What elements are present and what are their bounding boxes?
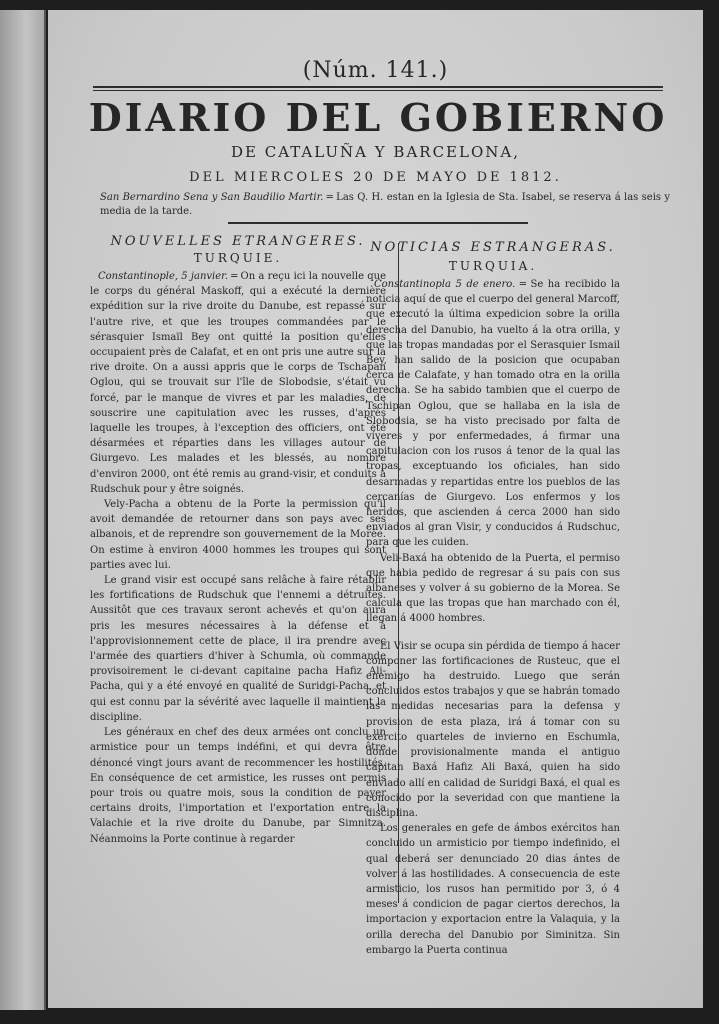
issue-number: (Núm. 141.) bbox=[302, 58, 449, 83]
spanish-paragraph-4: Los generales en gefe de ámbos exércitos han concluido un armisticio por tiempo indefinido, el qual deberá ser denunciado 20 dias ántes de volver á las hostilidades. A consecuencia de este armisticio, los rusos han permitido por 3, ó 4 meses á condicion de pagar ciertos derechos, la importacion y exportacion entre la Valaquia, y la orilla derecha del Danubio por Siminitza. Sin embargo la Puerta continua bbox=[366, 823, 620, 956]
saints-of-the-day: San Bernardino Sena y San Baudilio Martir. ═ Las Q. H. estan en la Iglesia de Sta. Isabel, se reserva á las seis y media de la tarde. bbox=[100, 192, 671, 217]
header-divider bbox=[228, 222, 528, 224]
french-paragraph-4: Les généraux en chef des deux armées ont conclu un armistice pour un temps indéfini, et qui devra être dénoncé vingt jours avant de recommencer les hostilités. En conséquence de cet armistice, les russes ont permis pour trois ou quatre mois, sous la condition de payer certains droits, l'importation et l'exportation entre la Valachie et la rive droite du Danube, par Simnitza. Néanmoins la Porte continue à regarder bbox=[90, 727, 386, 845]
spanish-paragraph-1: Se ha recibido la noticia aquí de que el cuerpo del general Marcoff, que executó la última expedicion sobre la orilla derecha del Danubio, ha vuelto á la otra orilla, y que las tropas mandadas por el Serasquier Ismail Bey, han salido de la posicion que ocupaban cerca de Calafate, y han tomado otra en la orilla derecha. Se ha sabido tambien que el cuerpo de Tschipan Oglou, que se hallaba en la isla de Slobodsia, se ha visto precisado por falta de víveres y por enfermedades, á firmar una capitulacion con los rusos á tenor de la qual las tropas, exceptuando los oficiales, han sido desarmadas y repartidas entre los pueblos de las cercanías de Giurgevo. Los enfermos y los heridos, que ascienden á cerca 2000 han sido enviados al gran Visir, y conducidos á Rudschuc, para que les cuiden. bbox=[366, 279, 621, 549]
spanish-paragraph-3: El Visir se ocupa sin pérdida de tiempo á hacer componer las fortificaciones de Rusteuc, que el enemigo ha destruido. Luego que serán concluidos estos trabajos y que se habrán tomado las medidas necesarias para la defensa y provision de esta plaza, irá á tomar con su exército quarteles de invierno en Eschumla, donde provisionalmente manda el antiguo capitan Baxá Hafiz Ali Baxá, quien ha sido enviado allí en calidad de Suridgi Baxá, el qual es conocido por la severidad con que mantiene la disciplina. bbox=[366, 640, 620, 819]
masthead-rule-top bbox=[93, 86, 663, 88]
saints-names: San Bernardino Sena y San Baudilio Martir. bbox=[100, 192, 324, 203]
french-paragraph-2: Vely-Pacha a obtenu de la Porte la permission qu'il avoit demandée de retourner dans son pays avec ses albanois, et de reprendre son gouvernement de la Morée. On estime à environ 4000 hommes les troupes qui sont parties avec lui. bbox=[90, 499, 386, 571]
spanish-paragraph-2: Veli-Baxá ha obtenido de la Puerta, el permiso que habia pedido de regresar á su pais con sus albaneses y volver á su gobierno de la Morea. Se calcula que las tropas que han marchado con él, llegan á 4000 hombres. bbox=[366, 552, 620, 625]
masthead-rule-top-thin bbox=[93, 90, 663, 91]
french-dateline: Constantinople, 5 janvier. bbox=[98, 271, 229, 282]
issue-date: DEL MIERCOLES 20 DE MAYO DE 1812. bbox=[189, 170, 562, 185]
french-paragraph-1: On a reçu ici la nouvelle que le corps du général Maskoff, qui a exécuté la dernière expédition sur la rive droite du Danube, est repassé sur l'autre rive, et que les troupes commandées par le sérasquier Ismaïl Bey ont quitté la position qu'elles occupaient près de Calafat, et en ont pris une autre sur la rive droite. On a aussi appris que le corps de Tschapan Oglou, qui se trouvait sur l'île de Slobodsie, s'était vu forcé, par le manque de vivres et par les maladies, de souscrire une capitulation avec les russes, d'après laquelle les troupes, à l'exception des officiers, ont été désarmées et réparties dans les villages autour de Giurgevo. Les malades et les blessés, au nombre d'environ 2000, ont été remis au grand-visir, et conduits à Rudschuk pour y être soignés. bbox=[90, 271, 386, 495]
spanish-heading: NOTICIAS ESTRANGERAS. bbox=[370, 240, 616, 255]
spanish-dateline: Constantinopla 5 de enero. bbox=[374, 279, 516, 290]
spanish-body: Constantinopla 5 de enero. ═ Se ha recibido la noticia aquí de que el cuerpo del general Marcoff, que executó la última expedicion sobre la orilla derecha del Danubio, ha vuelto á la otra orilla, y que las tropas mandadas por el Serasquier Ismail Bey, han salido de la posicion que ocupaban cerca de Calafate, y han tomado otra en la orilla derecha. Se ha sabido tambien que el cuerpo de Tschipan Oglou, que se hallaba en la isla de Slobodsia, se ha visto precisado por falta de víveres y por enfermedades, á firmar una capitulacion con los rusos á tenor de la qual las tropas, exceptuando los oficiales, han sido desarmadas y repartidas entre los pueblos de las cercanías de Giurgevo. Los enfermos y los heridos, que ascienden á cerca 2000 han sido enviados al gran Visir, y conducidos á Rudschuc, para que les cuiden. Veli-Baxá ha obtenido de la Puerta, el permiso que habia pedido de regresar á su pais con sus albaneses y volver á su gobierno de la Morea. Se calcula que las tropas que han marchado con él, llegan á 4000 hombres. El Visir se ocupa sin pérdida de tiempo á hacer componer las fortificaciones de Rusteuc, que el enemigo ha destruido. Luego que serán concluidos estos trabajos y que se habrán tomado las medidas necesarias para la defensa y provision de esta plaza, irá á tomar con su exército quarteles de invierno en Eschumla, donde provisionalmente manda el antiguo capitan Baxá Hafiz Ali Baxá, quien ha sido enviado allí en calidad de Suridgi Baxá, el qual es conocido por la severidad con que mantiene la disciplina. Los generales en gefe de ámbos exércitos han concluido un armisticio por tiempo indefinido, el qual deberá ser denunciado 20 dias ántes de volver á las hostilidades. A consecuencia de este armisticio, los rusos han permitido por 3, ó 4 meses á condicion de pagar ciertos derechos, la importacion y exportacion entre la Valaquia, y la orilla derecha del Danubio por Siminitza. Sin embargo la Puerta continua bbox=[366, 277, 620, 958]
french-subheading: TURQUIE. bbox=[193, 251, 283, 265]
spanish-subheading: TURQUIA. bbox=[448, 259, 538, 273]
french-heading: NOUVELLES ETRANGERES. bbox=[110, 234, 366, 249]
spanish-column bbox=[366, 240, 620, 958]
newspaper-subtitle: DE CATALUÑA Y BARCELONA, bbox=[231, 143, 520, 161]
french-paragraph-3: Le grand visir est occupé sans relâche à faire rétablir les fortifications de Rudschuk que l'ennemi a détruites. Aussitôt que ces travaux seront achevés et qu'on aura pris les mesures nécessaires à la défense et à l'approvisionnement cette de place, il ira prendre avec l'armée des quartiers d'hiver à Schumla, où commande provisoirement le ci-devant capitaine pacha Hafiz Ali-Pacha, qui y a été envoyé en qualité de Suridgi-Pacha, et qui est connu par la sévérité avec laquelle il maintient la discipline. bbox=[90, 575, 386, 723]
french-body: Constantinople, 5 janvier. ═ On a reçu ici la nouvelle que le corps du général Maskoff, qui a exécuté la dernière expédition sur la rive droite du Danube, est repassé sur l'autre rive, et que les troupes commandées par le sérasquier Ismaïl Bey ont quitté la position qu'elles occupaient près de Calafat, et en ont pris une autre sur la rive droite. On a aussi appris que le corps de Tschapan Oglou, qui se trouvait sur l'île de Slobodsie, s'était vu forcé, par le manque de vivres et par les maladies, de souscrire une capitulation avec les russes, d'après laquelle les troupes, à l'exception des officiers, ont été désarmées et réparties dans les villages autour de Giurgevo. Les malades et les blessés, au nombre d'environ 2000, ont été remis au grand-visir, et conduits à Rudschuk pour y être soignés. Vely-Pacha a obtenu de la Porte la permission qu'il avoit demandée de retourner dans son pays avec ses albanois, et de reprendre son gouvernement de la Morée. On estime à environ 4000 hommes les troupes qui sont parties avec lui. Le grand visir est occupé sans relâche à faire rétablir les fortifications de Rudschuk que l'ennemi a détruites. Aussitôt que ces travaux seront achevés et qu'on aura pris les mesures nécessaires à la défense et à l'approvisionnement cette de place, il ira prendre avec l'armée des quartiers d'hiver à Schumla, où commande provisoirement le ci-devant capitaine pacha Hafiz Ali-Pacha, qui y a été envoyé en qualité de Suridgi-Pacha, et qui est connu par la sévérité avec laquelle il maintient la discipline. Les généraux en chef des deux armées ont conclu un armistice pour un temps indéfini, et qui devra être dénoncé vingt jours avant de recommencer les hostilités. En conséquence de cet armistice, les russes ont permis pour trois ou quatre mois, sous la condition de payer certains droits, l'importation et l'exportation entre la Valachie et la rive droite du Danube, par Simnitza. Néanmoins la Porte continue à regarder bbox=[90, 269, 386, 847]
newspaper-title: DIARIO DEL GOBIERNO bbox=[88, 95, 668, 140]
newspaper-page bbox=[48, 10, 703, 1008]
french-column bbox=[90, 234, 386, 847]
saints-note: Las Q. H. estan en la Iglesia de Sta. Isabel, se reserva á las seis y media de la tarde. bbox=[100, 192, 671, 217]
facing-page-edge bbox=[0, 10, 46, 1010]
